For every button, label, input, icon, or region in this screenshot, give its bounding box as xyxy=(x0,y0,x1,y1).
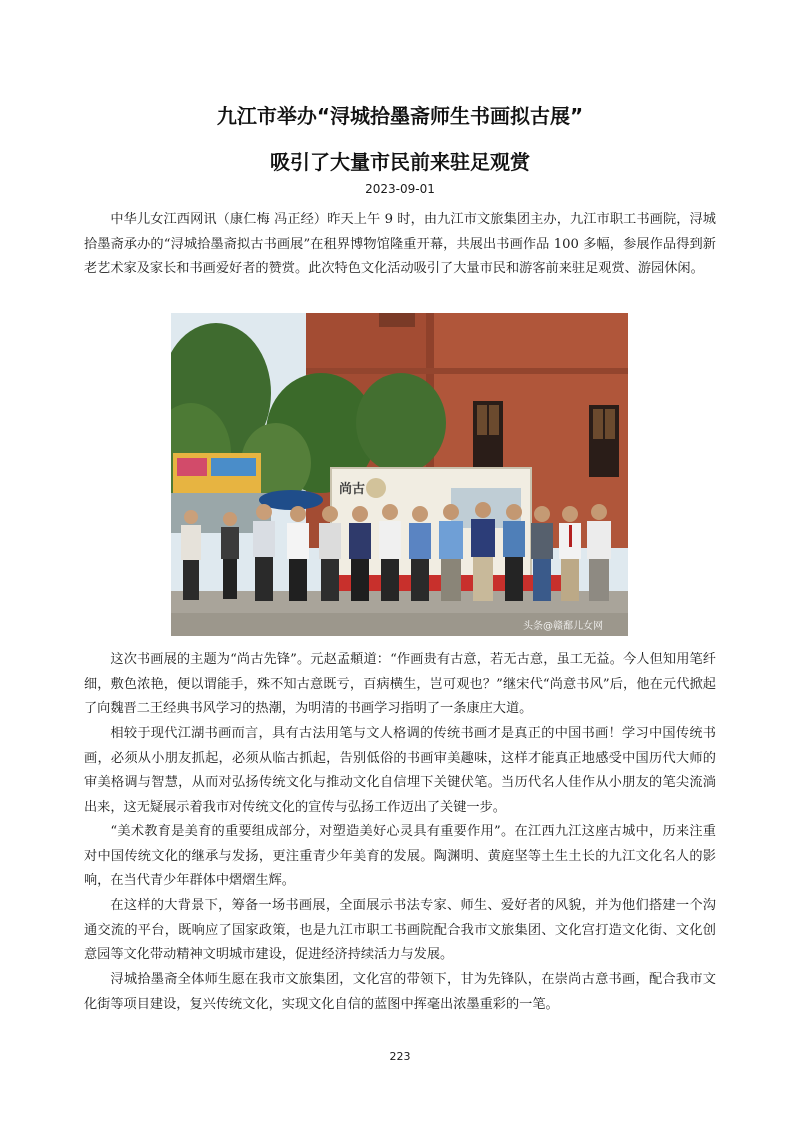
article-title-line2: 吸引了大量市民前来驻足观赏 xyxy=(270,150,530,174)
banner-text: 尚古 xyxy=(339,482,366,497)
article-date: 2023-09-01 xyxy=(365,182,435,196)
paragraph-1: 中华儿女江西网讯（康仁梅 冯正经）昨天上午 9 时，由九江市文旅集团主办，九江市职工书画院，浔城拾墨斋承办的“浔城拾墨斋拟古书画展”在租界博物馆隆重开幕，共展出书画作品 100 多幅，参展作品得到新老艺术家及家长和书画爱好者的赞赏。此次特色文化活动吸引了大量市民和游客前来驻足观赏、游园休闲。 xyxy=(84,212,716,277)
paragraph-4: “美术教育是美育的重要组成部分，对塑造美好心灵具有重要作用”。在江西九江这座古城中，历来注重对中国传统文化的继承与发扬，更注重青少年美育的发展。陶渊明、黄庭坚等土生土长的九江文化名人的影响，在当代青少年群体中熠熠生辉。 xyxy=(84,824,716,889)
paragraph-5: 在这样的大背景下，筹备一场书画展，全面展示书法专家、师生、爱好者的风貌，并为他们搭建一个沟通交流的平台，既响应了国家政策，也是九江市职工书画院配合我市文旅集团、文化宫打造文化街、文化创意园等文化带动精神文明城市建设，促进经济持续活力与发展。 xyxy=(84,898,716,963)
paragraph-3: 相较于现代江湖书画而言，具有古法用笔与文人格调的传统书画才是真正的中国书画！学习中国传统书画，必须从小朋友抓起，必须从临古抓起，告别低俗的书画审美趣味，这样才能真正地感受中国历代大师的审美格调与智慧，从而对弘扬传统文化与推动文化自信埋下关键伏笔。当历代名人佳作从小朋友的笔尖流淌出来，这无疑展示着我市对传统文化的宣传与弘扬工作迈出了关键一步。 xyxy=(84,726,716,815)
paragraph-2: 这次书画展的主题为“尚古先锋”。元赵孟頫道：“作画贵有古意，若无古意，虽工无益。今人但知用笔纤细，敷色浓艳，便以谓能手，殊不知古意既亏，百病横生，岂可观也？”继宋代“尚意书风”后，他在元代掀起了向魏晋二王经典书风学习的热潮，为明清的书画学习指明了一条康庄大道。 xyxy=(84,652,716,717)
page-number: 223 xyxy=(389,1050,411,1063)
article-title-line1: 九江市举办“浔城拾墨斋师生书画拟古展” xyxy=(216,104,584,128)
paragraph-6: 浔城拾墨斋全体师生愿在我市文旅集团，文化宫的带领下，甘为先锋队，在崇尚古意书画，配合我市文化街等项目建设，复兴传统文化，实现文化自信的蓝图中挥毫出浓墨重彩的一笔。 xyxy=(84,972,716,1012)
photo-watermark: 头条@赣鄱儿女网 xyxy=(523,621,603,632)
event-photo xyxy=(171,313,628,636)
